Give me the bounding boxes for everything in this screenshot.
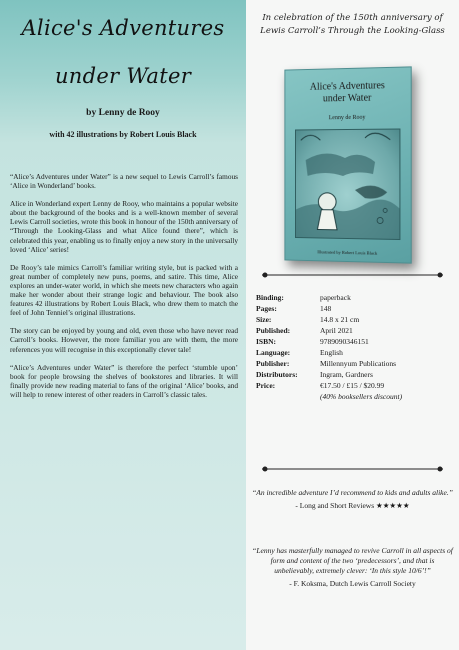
detail-row bbox=[256, 292, 456, 303]
detail-value: English bbox=[320, 348, 343, 357]
detail-value: paperback bbox=[320, 293, 351, 302]
book-cover-title-line-2: under Water bbox=[322, 92, 372, 105]
detail-label: Price: bbox=[256, 381, 276, 390]
illustrations-line: with 42 illustrations by Robert Louis Black bbox=[49, 130, 197, 139]
detail-label: Binding: bbox=[256, 293, 284, 302]
detail-label: Distributors: bbox=[256, 370, 298, 379]
review-source: - Long and Short Reviews ★★★★★ bbox=[295, 501, 410, 510]
book-cover-image bbox=[284, 66, 411, 263]
celebration-text bbox=[246, 12, 459, 38]
detail-value: €17.50 / £15 / $20.99 bbox=[320, 381, 385, 390]
title-line-2: under Water bbox=[54, 64, 192, 88]
underwater-scene-icon bbox=[296, 129, 400, 240]
book-cover-title bbox=[285, 80, 410, 106]
paragraph-5: “Alice’s Adventures under Water” is therefore the perfect ‘stumble upon’ book for people browsing the shelves of bookstores and libraries. It will finally provide new reading material to fans of the original ‘Alice’ books, and will help to renew interest of other readers in Carroll’s classic tales. bbox=[10, 362, 238, 399]
detail-row bbox=[256, 347, 456, 358]
detail-label: Publisher: bbox=[256, 359, 290, 368]
detail-value: Millennyum Publications bbox=[320, 359, 397, 368]
detail-label: ISBN: bbox=[256, 337, 277, 346]
detail-row bbox=[256, 303, 456, 314]
detail-row bbox=[256, 369, 456, 380]
paragraph-4: The story can be enjoyed by young and old, even those who have never read Carroll’s books. However, the more familiar you are with them, the more references you will recognise in this exceptionally clever tale! bbox=[10, 326, 238, 354]
detail-value: April 2021 bbox=[320, 326, 353, 335]
review-2 bbox=[252, 546, 453, 589]
book-cover-title-line-1: Alice's Adventures bbox=[309, 80, 385, 93]
detail-label: Pages: bbox=[256, 304, 277, 313]
review-quote: “An incredible adventure I’d recommend to kids and adults alike.” bbox=[252, 488, 453, 497]
right-panel bbox=[246, 0, 459, 650]
book-cover-illustration bbox=[295, 128, 400, 240]
price-note: (40% booksellers discount) bbox=[320, 392, 403, 401]
detail-row bbox=[256, 314, 456, 325]
celebration-line-1: In celebration of the 150th anniversary of bbox=[262, 13, 443, 23]
detail-label: Language: bbox=[256, 348, 291, 357]
book-cover-illustrator: Illustrated by Robert Louis Black bbox=[317, 249, 378, 256]
celebration-line-2: Lewis Carroll’s Through the Looking-Glass bbox=[260, 26, 445, 36]
ornament-divider-icon bbox=[262, 270, 443, 280]
review-quote: “Lenny has masterfully managed to revive Carroll in all aspects of form and content of the two ‘predecessors’, and that is unbelievably, extremely clever: ‘In this style 10/6’!” bbox=[252, 546, 453, 575]
detail-row bbox=[256, 336, 456, 347]
paragraph-1: “Alice’s Adventures under Water” is a new sequel to Lewis Carroll’s famous ‘Alice in Wonderland’ books. bbox=[10, 172, 238, 191]
detail-row bbox=[256, 380, 456, 391]
detail-row bbox=[256, 358, 456, 369]
book-details-table bbox=[256, 292, 456, 402]
ornament-divider-icon bbox=[262, 464, 443, 474]
detail-label: Published: bbox=[256, 326, 291, 335]
paragraph-3: De Rooy’s tale mimics Carroll’s familiar writing style, but is packed with a great number of completely new puns, poems, and satire. This time, Alice explores an under-water world, in which she meets new characters who again make her wonder about their strange logic and behaviour. The book also features 42 illustrations by Robert Louis Black, who drew them to match the feel of John Tenniel’s original illustrations. bbox=[10, 262, 238, 318]
book-cover-author: Lenny de Rooy bbox=[328, 114, 366, 122]
detail-value: 14.8 x 21 cm bbox=[320, 315, 360, 324]
description-text bbox=[10, 172, 238, 408]
title-line-1: Alice's Adventures bbox=[21, 16, 225, 40]
detail-value: Ingram, Gardners bbox=[320, 370, 373, 379]
author-line: by Lenny de Rooy bbox=[86, 108, 160, 118]
detail-value: 9789090346151 bbox=[320, 337, 369, 346]
review-1 bbox=[252, 488, 453, 511]
detail-value: 148 bbox=[320, 304, 332, 313]
review-source: - F. Koksma, Dutch Lewis Carroll Society bbox=[289, 579, 416, 588]
detail-row bbox=[256, 325, 456, 336]
paragraph-2: Alice in Wonderland expert Lenny de Rooy, who maintains a popular website about the background of the books and is a well-known member of several Lewis Carroll societies, wrote this book in honour of the 150th anniversary of “Through the Looking-Glass and what Alice found there”, which is celebrated this year, enabling us to finally enjoy a new story in the universally loved ‘Alice’ series! bbox=[10, 199, 238, 254]
detail-label: Size: bbox=[256, 315, 272, 324]
